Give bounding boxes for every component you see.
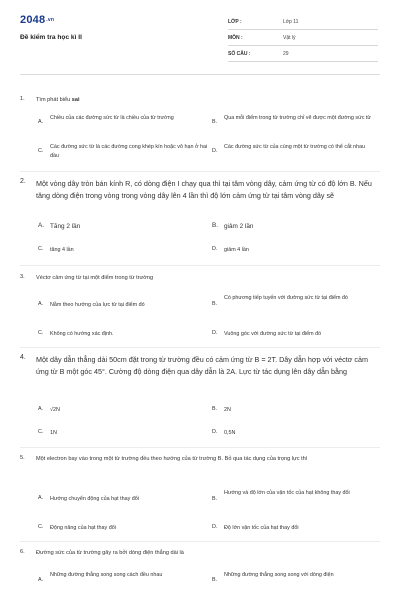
option-letter: D. — [212, 148, 218, 154]
meta-row-count — [228, 48, 378, 62]
logo-text: 2048 — [20, 14, 46, 26]
option-letter: A. — [38, 119, 44, 125]
exam-meta — [228, 16, 378, 64]
question-4 — [20, 354, 382, 444]
option-letter: D. — [212, 429, 218, 435]
option-letter: A. — [38, 406, 44, 412]
option-letter: A. — [38, 495, 44, 501]
question-number: 4. — [20, 354, 26, 361]
option-text: Hướng chuyển động của hạt thay đổi — [50, 496, 139, 502]
meta-label: MÔN : — [228, 35, 243, 41]
option-text: giảm 4 lần — [224, 247, 249, 253]
option-text: Không có hướng xác định. — [50, 331, 114, 337]
question-text: Một electron bay vào trong một từ trường đều theo hướng của từ trường B. Bỏ qua tác dụng của trọng lực thì — [36, 456, 308, 462]
question-divider — [20, 171, 380, 172]
option-text: Nằm theo hướng của lực từ tại điểm đó — [50, 302, 145, 308]
option-text: Các đường sức từ là các đường cong khép kín hoặc vô hạn ở hai đầu — [50, 144, 208, 159]
header-divider — [20, 74, 380, 75]
question-6 — [20, 549, 382, 599]
question-text: Véctơ cảm ứng từ tại một điểm trong từ trường — [36, 275, 154, 281]
question-number: 5. — [20, 455, 25, 461]
question-text: Đường sức của từ trường gây ra bởi dòng điện thẳng dài là — [36, 550, 184, 556]
question-number: 1. — [20, 96, 25, 102]
option-letter: C. — [38, 246, 44, 252]
option-letter: A. — [38, 301, 44, 307]
option-letter: C. — [38, 330, 44, 336]
option-letter: D. — [212, 246, 218, 252]
meta-value: Lớp 11 — [283, 19, 299, 25]
logo-ext: .vn — [46, 17, 55, 24]
option-letter: A. — [38, 222, 45, 229]
question-number: 3. — [20, 274, 25, 280]
option-text: 0,5N — [224, 430, 236, 436]
exam-title: Đề kiểm tra học kì II — [20, 34, 82, 41]
question-text: Một dây dẫn thẳng dài 50cm đặt trong từ trường đều có cảm ứng từ B = 2T. Dây dẫn hợp với véctơ cảm ứng từ B một góc 45°. Cường độ dòng điện qua dây dẫn là 2A. Lực từ tác dụng lên dây dẫn bằng — [36, 355, 368, 376]
option-text: Độ lớn vận tốc của hạt thay đổi — [224, 525, 299, 531]
question-text-emphasis: sai — [71, 97, 80, 103]
question-text-main: Tìm phát biểu — [36, 97, 72, 103]
option-letter: B. — [212, 496, 218, 502]
option-letter: C. — [38, 524, 44, 530]
option-letter: B. — [212, 119, 218, 125]
meta-row-subject — [228, 32, 378, 46]
question-5 — [20, 455, 382, 540]
option-text: Hướng và độ lớn của vận tốc của hạt không thay đổi — [224, 490, 350, 496]
option-text: giảm 2 lần — [224, 223, 254, 230]
meta-value: 29 — [283, 51, 289, 57]
option-letter: B. — [212, 222, 219, 229]
option-text: tăng 4 lần — [50, 247, 74, 253]
option-text: Vuông góc với đường sức từ tại điểm đó — [224, 331, 322, 337]
option-text: Tăng 2 lần — [50, 223, 81, 230]
option-letter: C. — [38, 148, 44, 154]
option-text: Qua mỗi điểm trong từ trường chỉ vẽ được một đường sức từ — [224, 115, 372, 121]
option-text: √2N — [50, 407, 60, 413]
meta-label: SỐ CÂU : — [228, 51, 251, 57]
meta-label: LỚP : — [228, 19, 242, 25]
page-header — [0, 0, 400, 70]
option-letter: D. — [212, 524, 218, 530]
meta-value: Vật lý — [283, 35, 296, 41]
question-1 — [20, 96, 382, 166]
option-letter: B. — [212, 577, 218, 583]
question-divider — [20, 447, 380, 448]
option-letter: A. — [38, 577, 44, 583]
question-text: Một vòng dây tròn bán kính R, có dòng điện I chạy qua thì tại tâm vòng dây, cảm ứng từ có độ lớn B. Nếu tăng dòng điện trong vòng trong vòng dây lên 4 lần thì độ lớn cảm ứng từ tại tâm vòng dây sẽ — [36, 179, 372, 200]
site-logo[interactable] — [20, 14, 54, 26]
question-divider — [20, 265, 380, 266]
option-text: Có phương tiếp tuyến với đường sức từ tại điểm đó — [224, 295, 348, 301]
option-letter: B. — [212, 301, 218, 307]
question-divider — [20, 541, 380, 542]
question-2 — [20, 178, 382, 266]
option-text: 2N — [224, 407, 231, 413]
option-text: Chiều của các đường sức từ là chiều của từ trường — [50, 115, 174, 121]
option-text: Các đường sức từ của cùng một từ trường có thể cắt nhau — [224, 144, 366, 150]
option-text: Những đường thẳng song song cách đều nhau — [50, 572, 163, 578]
option-text: Những đường thẳng song song với dòng điện — [224, 572, 334, 578]
question-number: 6. — [20, 549, 25, 555]
question-text — [36, 96, 376, 105]
option-letter: D. — [212, 330, 218, 336]
option-text: 1N — [50, 430, 57, 436]
question-number: 2. — [20, 178, 26, 185]
option-text: Động năng của hạt thay đổi — [50, 525, 116, 531]
option-letter: C. — [38, 429, 44, 435]
option-letter: B. — [212, 406, 218, 412]
question-3 — [20, 274, 382, 344]
question-divider — [20, 347, 380, 348]
meta-row-class — [228, 16, 378, 30]
